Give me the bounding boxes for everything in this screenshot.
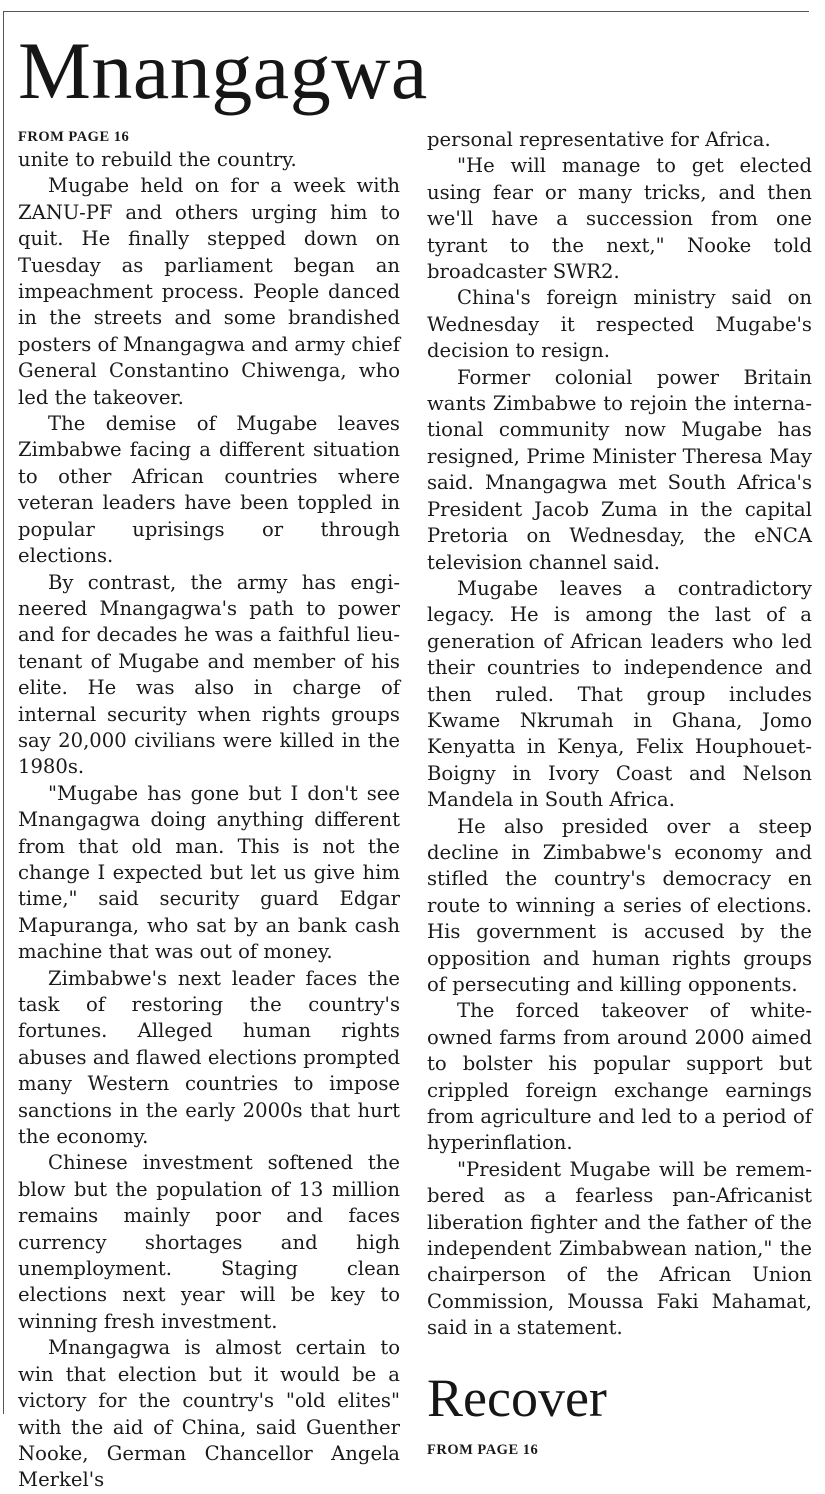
paragraph: "Mugabe has gone but I don't see Mnangagwa doing anything different from that old man. This is not the change I expected but let us give him time," said security guard Edgar Mapuranga, who sat by an bank cash machine that was out of money. <box>18 781 400 964</box>
paragraph: personal representative for Africa. <box>427 128 771 151</box>
right-column <box>427 127 812 1460</box>
paragraph: Zimbabwe's next leader faces the task of restoring the country's fortunes. Alleged human rights abuses and flawed elections prompted many Western countries to impose sanctions in the early 2000s that hurt the economy. <box>18 966 400 1149</box>
left-column <box>18 127 400 1494</box>
paragraph: By contrast, the army has engineered Mnangagwa's path to power and for decades he was a faithful lieutenant of Mugabe and member of his elite. He was also in charge of internal security when rights groups say 20,000 civilians were killed in the 1980s. <box>18 570 400 779</box>
next-article-headline: Recover <box>427 1367 607 1428</box>
paragraph: China's foreign ministry said on Wednesday it respected Mugabe's decision to resign. <box>427 286 812 363</box>
paragraph: Chinese investment softened the blow but the population of 13 million remains mainly poor and faces currency shortages and high unemployment. Staging clean elections next year will be key to winning fresh investment. <box>18 1151 400 1333</box>
paragraph: Former colonial power Britain wants Zimbabwe to rejoin the international community now Mugabe has resigned, Prime Minister Theresa May said. Mnangagwa met South Africa's President Jacob Zuma in the capital Pretoria on Wednesday, the eNCA television channel said. <box>427 365 812 574</box>
paragraph: He also presided over a steep decline in Zimbabwe's economy and stifled the country's democracy en route to winning a series of elections. His government is accused by the opposition and human rights groups of persecuting and killing opponents. <box>427 814 812 996</box>
paragraph: unite to rebuild the country. <box>18 148 297 171</box>
next-article-jump-line: FROM PAGE 16 <box>427 1441 539 1458</box>
left-rule <box>3 11 4 1414</box>
paragraph: Mugabe leaves a contradictory legacy. He is among the last of a generation of African leaders who led their countries to independence and then ruled. That group includes Kwame Nkrumah in Ghana, Jomo Kenyatta in Kenya, Felix Houphouet-Boigny in Ivory Coast and Nelson Mandela in South Africa. <box>427 576 812 812</box>
top-rule <box>3 11 809 12</box>
paragraph: Mnangagwa is almost certain to win that election but it would be a victory for the country's "old elites" with the aid of China, said Guenther Nooke, German Chancellor Angela Merkel's <box>18 1336 400 1492</box>
article-headline: Mnangagwa <box>18 25 428 116</box>
paragraph: "He will manage to get elected using fear or many tricks, and then we'll have a succession from one tyrant to the next," Nooke told broadcaster SWR2. <box>427 154 812 284</box>
paragraph: The forced takeover of white-owned farms from around 2000 aimed to bolster his popular support but crippled foreign exchange earnings from agriculture and led to a period of hyperinflation. <box>427 999 812 1155</box>
paragraph: The demise of Mugabe leaves Zimbabwe facing a different situation to other African countries where veteran leaders have been toppled in popular uprisings or through elections. <box>18 412 400 568</box>
paragraph: "President Mugabe will be remembered as a fearless pan-Africanist liberation fighter and the father of the independent Zimbabwean nation," the chairperson of the African Union Commission, Moussa Faki Mahamat, said in a statement. <box>427 1157 812 1340</box>
jump-line: FROM PAGE 16 <box>18 129 130 145</box>
paragraph: Mugabe held on for a week with ZANU-PF and others urging him to quit. He finally stepped down on Tuesday as parliament began an impeachment process. People danced in the streets and some brandished posters of Mnangagwa and army chief General Constantino Chiwenga, who led the takeover. <box>18 174 400 409</box>
